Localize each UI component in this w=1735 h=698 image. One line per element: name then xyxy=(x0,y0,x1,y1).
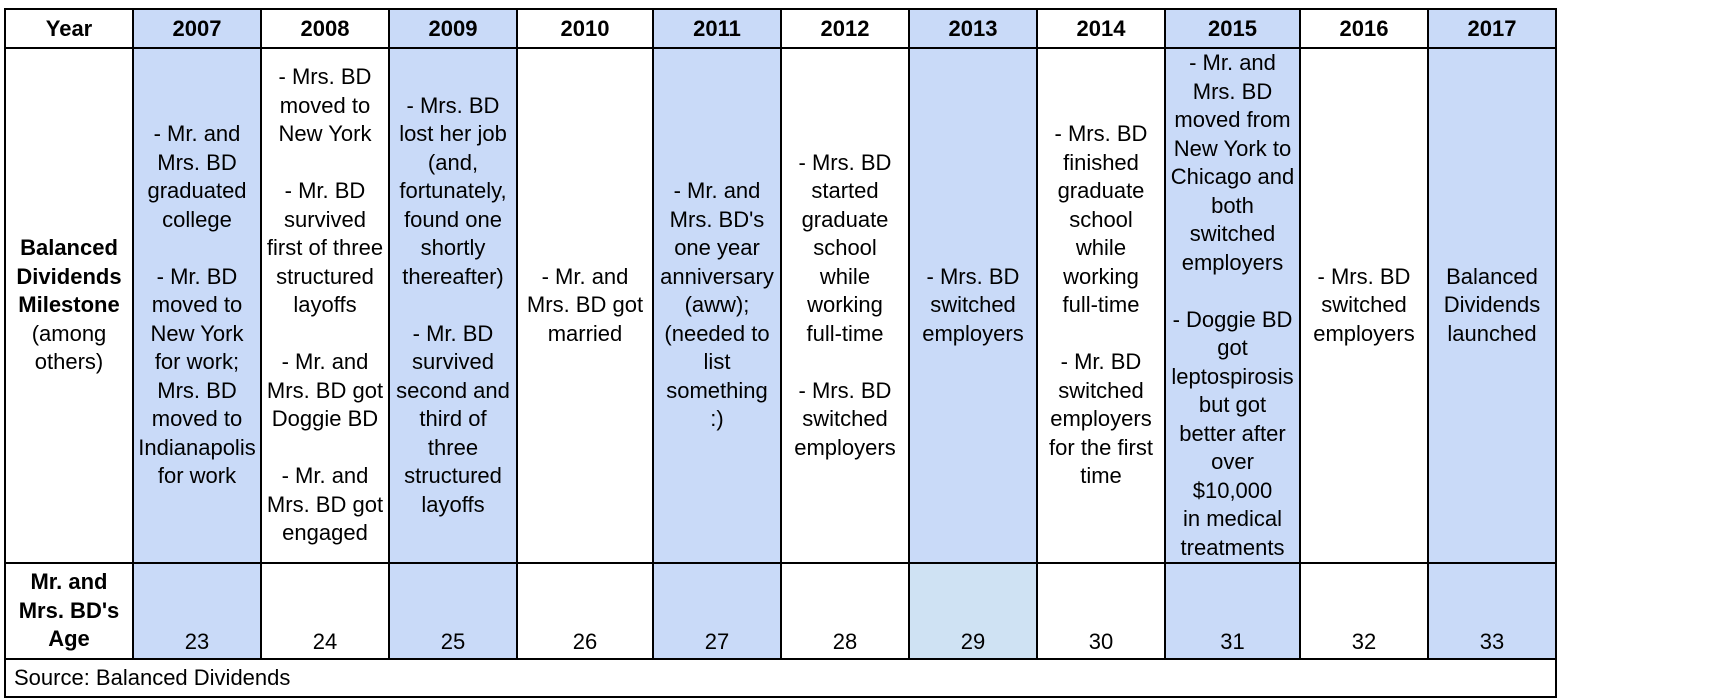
age-cell: 23 xyxy=(133,563,261,659)
milestone-label-note: (among others) xyxy=(31,320,107,375)
source-row xyxy=(5,659,1556,697)
timeline-table-wrapper xyxy=(4,8,1557,698)
milestone-cell: - Mrs. BD moved to New York - Mr. BD survived first of three structured layoffs - Mr. and Mrs. BD got Doggie BD - Mr. and Mrs. BD got engaged xyxy=(261,48,389,563)
year-cell: 2007 xyxy=(133,9,261,48)
age-cell: 26 xyxy=(517,563,653,659)
age-cell: 33 xyxy=(1428,563,1556,659)
age-cell: 25 xyxy=(389,563,517,659)
age-cell: 32 xyxy=(1300,563,1428,659)
milestone-row-label xyxy=(5,48,133,563)
milestone-cell: - Mr. and Mrs. BD's one year anniversary (aww); (needed to list something :) xyxy=(653,48,781,563)
year-cell: 2014 xyxy=(1037,9,1165,48)
milestone-cell: - Mrs. BD finished graduate school while working full-time - Mr. BD switched employers for the first time xyxy=(1037,48,1165,563)
milestone-cell: - Mrs. BD switched employers xyxy=(1300,48,1428,563)
timeline-table xyxy=(4,8,1557,698)
age-cell: 31 xyxy=(1165,563,1300,659)
year-cell: 2016 xyxy=(1300,9,1428,48)
milestone-cell: - Mr. and Mrs. BD moved from New York to Chicago and both switched employers - Doggie BD got leptospirosis but got better after over $10,000 in medical treatments xyxy=(1165,48,1300,563)
source-note: Source: Balanced Dividends xyxy=(5,659,1556,697)
year-cell: 2011 xyxy=(653,9,781,48)
year-cell: 2012 xyxy=(781,9,909,48)
age-cell: 30 xyxy=(1037,563,1165,659)
age-row-label: Mr. and Mrs. BD's Age xyxy=(5,563,133,659)
age-row xyxy=(5,563,1556,659)
milestone-cell: - Mrs. BD started graduate school while working full-time - Mrs. BD switched employers xyxy=(781,48,909,563)
milestone-cell: - Mr. and Mrs. BD got married xyxy=(517,48,653,563)
age-cell: 28 xyxy=(781,563,909,659)
age-cell: 24 xyxy=(261,563,389,659)
milestone-cell: Balanced Dividends launched xyxy=(1428,48,1556,563)
year-cell: 2015 xyxy=(1165,9,1300,48)
milestone-cell: - Mr. and Mrs. BD graduated college - Mr. BD moved to New York for work; Mrs. BD moved to Indianapolis for work xyxy=(133,48,261,563)
milestone-row xyxy=(5,48,1556,563)
year-row xyxy=(5,9,1556,48)
year-cell: 2008 xyxy=(261,9,389,48)
year-header-label: Year xyxy=(5,9,133,48)
year-cell: 2009 xyxy=(389,9,517,48)
year-cell: 2010 xyxy=(517,9,653,48)
age-cell: 27 xyxy=(653,563,781,659)
milestone-cell: - Mrs. BD lost her job (and, fortunately, found one shortly thereafter) - Mr. BD survived second and third of three structured layoffs xyxy=(389,48,517,563)
milestone-cell: - Mrs. BD switched employers xyxy=(909,48,1037,563)
year-cell: 2013 xyxy=(909,9,1037,48)
age-cell: 29 xyxy=(909,563,1037,659)
milestone-label-bold: Balanced Dividends Milestone xyxy=(16,235,122,318)
year-cell: 2017 xyxy=(1428,9,1556,48)
